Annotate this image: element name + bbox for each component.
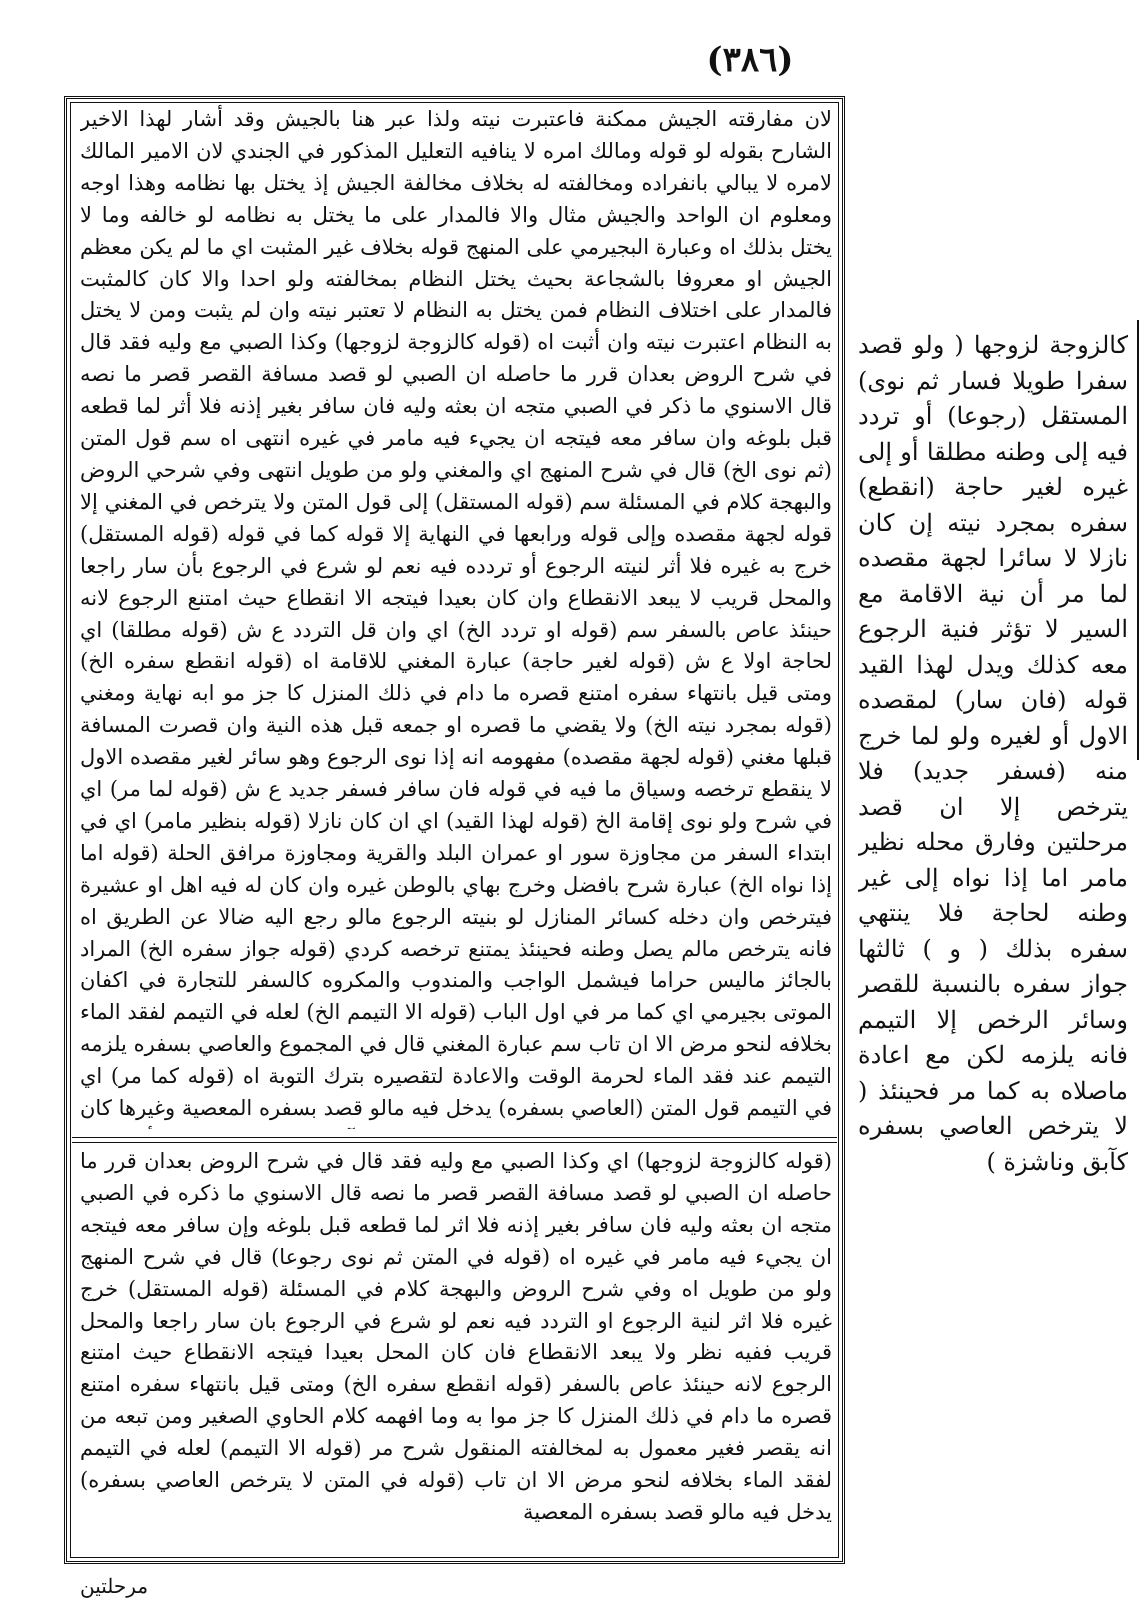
footnote-divider-inner [72,1142,837,1143]
page-number: (٣٨٦) [706,40,794,80]
margin-rule [1137,320,1139,760]
footnote-divider [72,1137,837,1138]
margin-paragraph: كالزوجة لزوجها ( ولو قصد سفرا طويلا فسار ثم نوى) المستقل (رجوعا) أو تردد فيه إلى وطنه مطلقا أو إلى غيره لغير حاجة (انقطع) سفره بمجرد نيته إن كان نازلا لا سائرا لجهة مقصده لما مر أن نية الاقامة مع السير لا تؤثر فنية الرجوع معه كذلك ويدل لهذا القيد قوله (فان سار) لمقصده الاول أو لغيره ولو لما خرج منه (فسفر جديد) فلا يترخص إلا ان قصد مرحلتين وفارق محله نظير مامر اما إذا نواه إلى غير وطنه لحاجة فلا ينتهي سفره بذلك ( و ) ثالثها جواز سفره بالنسبة للقصر وسائر الرخص إلا التيمم فانه يلزمه لكن مع اعادة ماصلاه به كما مر فحينئذ ( لا يترخص العاصي بسفره كآبق وناشزة ) [858,331,1128,1176]
commentary-main-text [80,104,832,1129]
catchword: مرحلتين [80,1574,149,1598]
commentary-paragraph: لان مفارقته الجيش ممكنة فاعتبرت نيته ولذا عبر هنا بالجيش وقد أشار لهذا الاخير الشارح بقوله لو قوله ومالك امره لا ينافيه التعليل المذكور في الجندي لان الامير المالك لامره لا يبالي بانفراده ومخالفته له بخلاف مخالفة الجيش إذ يختل بها نظامه وهذا اوجه ومعلوم ان الواحد والجيش مثال والا فالمدار على ما يختل به نظامه لو خالفه وما لا يختل بذلك اه وعبارة البجيرمي على المنهج قوله بخلاف غير المثبت اي ما لم يكن معظم الجيش او معروفا بالشجاعة بحيث يختل النظام بمخالفته ولو احدا والا كان كالمثبت فالمدار على اختلاف النظام فمن يختل به النظام لا تعتبر نيته وان لم يثبت ومن لا يختل به النظام اعتبرت نيته وان أثبت اه (قوله كالزوجة لزوجها) وكذا الصبي مع وليه فقد قال في شرح الروض بعدان قرر ما حاصله ان الصبي لو قصد مسافة القصر قصر ما نصه قال الاسنوي ما ذكر في الصبي متجه ان بعثه وليه فان سافر بغير إذنه فلا أثر لما قطعه قبل بلوغه وان سافر معه فيتجه ان يجيء فيه مامر في غيره انتهى اه سم قول المتن (ثم نوى الخ) قال في شرح المنهج اي والمغني ولو من طويل انتهى وفي شرحي الروض والبهجة كلام في المسئلة سم (قوله المستقل) إلى قول المتن ولا يترخص في المغني إلا قوله لجهة مقصده وإلى قوله ورابعها في النهاية إلا قوله كما في قوله (قوله المستقل) خرج به غيره فلا أثر لنيته الرجوع أو تردده فيه نعم لو شرع في الرجوع بأن سار راجعا والمحل قريب لا يبعد الانقطاع وان كان بعيدا فيتجه الا انقطاع حيث امتنع الرجوع لانه حينئذ عاص بالسفر سم (قوله او تردد الخ) اي وان قل التردد ع ش (قوله مطلقا) اي لحاجة اولا ع ش (قوله لغير حاجة) عبارة المغني للاقامة اه (قوله انقطع سفره الخ) ومتى قيل بانتهاء سفره امتنع قصره ما دام في ذلك المنزل كا جز مو ابه نهاية ومغني (قوله بمجرد نيته الخ) ولا يقضي ما قصره او جمعه قبل هذه النية وان قصرت المسافة قبلها مغني (قوله لجهة مقصده) مفهومه انه إذا نوى الرجوع وهو سائر لغير مقصده الاول لا ينقطع ترخصه وسياق ما فيه في قوله فان سافر فسفر جديد ع ش (قوله لما مر) اي في شرح ولو نوى إقامة الخ (قوله لهذا القيد) اي ان كان نازلا (قوله بنظير مامر) اي في ابتداء السفر من مجاوزة سور او عمران البلد والقرية ومجاوزة مرافق الحلة (قوله اما إذا نواه الخ) عبارة شرح بافضل وخرج بهاي بالوطن غيره وان كان له فيه اهل او عشيرة فيترخص وان دخله كسائر المنازل لو بنيته الرجوع مالو رجع اليه ضالا عن الطريق اه فانه يترخص مالم يصل وطنه فحينئذ يمتنع ترخصه كردي (قوله جواز سفره الخ) المراد بالجائز ماليس حراما فيشمل الواجب والمندوب والمكروه كالسفر للتجارة في اكفان الموتى بجيرمي اي كما مر في اول الباب (قوله الا التيمم الخ) لعله في التيمم لفقد الماء بخلافه لنحو مرض الا ان تاب سم عبارة المغني قال في المجموع والعاصي بسفره يلزمه التيمم عند فقد الماء لحرمة الوقت والاعادة لتقصيره بترك التوبة اه (قوله كما مر) اي في التيمم قول المتن (العاصي بسفره) يدخل فيه مالو قصد بسفره المعصية وغيرها كان [80,107,832,1121]
footnote-paragraph: (قوله كالزوجة لزوجها) اي وكذا الصبي مع وليه فقد قال في شرح الروض بعدان قرر ما حاصله ان الصبي لو قصد مسافة القصر قصر ما نصه قال الاسنوي ما ذكره في الصبي متجه ان بعثه وليه فان سافر بغير إذنه فلا اثر لما قطعه قبل بلوغه وإن سافر معه فيتجه ان يجيء فيه مامر في غيره اه (قوله في المتن ثم نوى رجوعا) قال في شرح المنهج ولو من طويل اه وفي شرح الروض والبهجة كلام في المسئلة (قوله المستقل) خرج غيره فلا اثر لنية الرجوع او التردد فيه نعم لو شرع في الرجوع بان سار راجعا والمحل قريب ففيه نظر ولا يبعد الانقطاع فان كان المحل بعيدا فيتجه الانقطاع حيث امتنع الرجوع لانه حينئذ عاص بالسفر (قوله انقطع سفره الخ) ومتى قيل بانتهاء سفره امتنع قصره ما دام في ذلك المنزل كا جز موا به وما افهمه كلام الحاوي الصغير ومن تبعه من انه يقصر فغير معمول به لمخالفته المنقول شرح مر (قوله الا التيمم) لعله في التيمم لفقد الماء بخلافه لنحو مرض الا ان تاب (قوله في المتن لا يترخص العاصي بسفره) يدخل فيه مالو قصد بسفره المعصية [80,1149,832,1524]
margin-main-text [858,328,1128,1578]
commentary-footnote-text [80,1146,832,1554]
